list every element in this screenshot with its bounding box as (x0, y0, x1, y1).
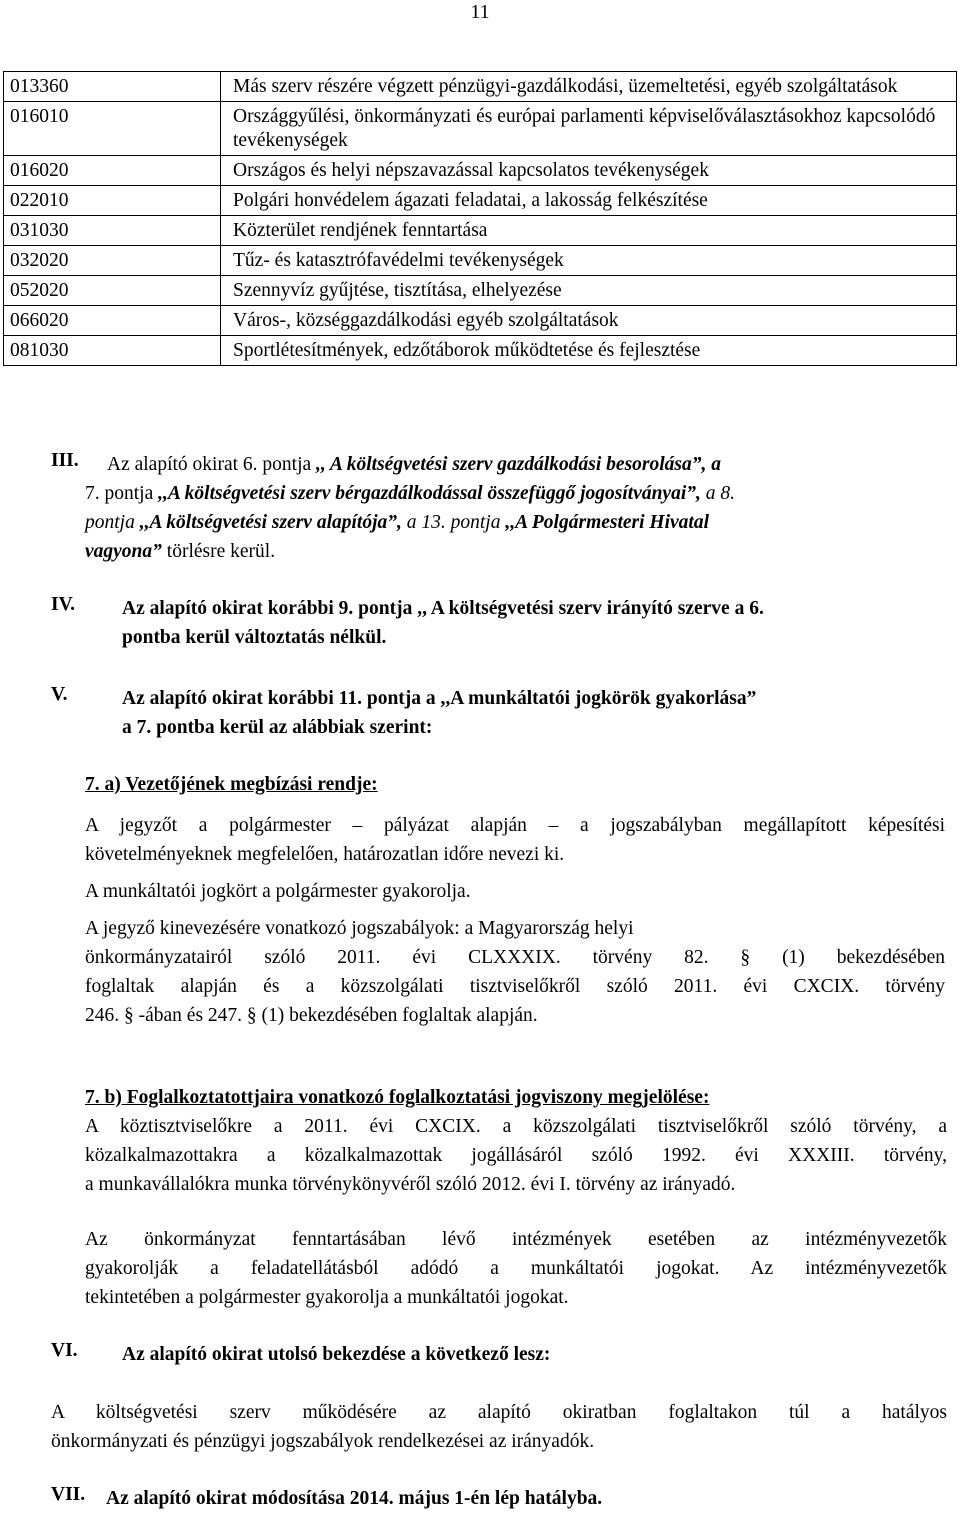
section-7a-p3-line-1: A jegyző kinevezésére vonatkozó jogszabályok: a Magyarország helyi (85, 918, 634, 939)
activity-description: Tűz- és katasztrófavédelmi tevékenységek (221, 246, 957, 276)
section-7a-p2: A munkáltatói jogkört a polgármester gyakorolja. (85, 881, 471, 902)
activity-code: 022010 (4, 186, 221, 216)
section-7a (85, 770, 945, 1030)
activity-description: Sportlétesítmények, edzőtáborok működtetése és fejlesztése (221, 336, 957, 366)
section-3-text-3: a 8. (705, 483, 735, 504)
section-5-line-2: a 7. pontba kerül az alábbiak szerint: (122, 717, 433, 738)
section-7a-heading: 7. a) Vezetőjének megbízási rendje: (85, 774, 378, 795)
section-7b-p2-line-2: gyakorolják a feladatellátásból adódó a munkáltatói jogokat. Az intézményvezetők (85, 1258, 947, 1279)
activity-code: 031030 (4, 216, 221, 246)
section-7-number: VII. (51, 1484, 86, 1505)
activity-code: 052020 (4, 276, 221, 306)
section-7a-p3-line-4: 246. § -ában és 247. § (1) bekezdésében foglaltak alapján. (85, 1005, 538, 1026)
table-row (4, 156, 957, 186)
section-7b-p1-line-3: a munkavállalókra munka törvénykönyvéről szóló 2012. évi I. törvény az irányadó. (85, 1174, 736, 1195)
section-7b-p2-line-3: tekintetében a polgármester gyakorolja a munkáltatói jogokat. (85, 1287, 569, 1308)
section-6-heading: Az alapító okirat utolsó bekezdése a következő lesz: (122, 1344, 551, 1365)
section-3-text-1: Az alapító okirat 6. pontja (107, 454, 312, 475)
table-row (4, 336, 957, 366)
section-6-number: VI. (51, 1340, 78, 1361)
activity-code: 013360 (4, 72, 221, 102)
activity-code: 032020 (4, 246, 221, 276)
section-6-line-1: A költségvetési szerv működésére az alapító okiratban foglaltakon túl a hatályos (51, 1402, 947, 1423)
section-7-text: Az alapító okirat módosítása 2014. május 1-én lép hatályba. (106, 1488, 603, 1509)
section-3-text-2: 7. pontja (85, 483, 154, 504)
section-4-line-1: Az alapító okirat korábbi 9. pontja ,, A költségvetési szerv irányító szerve a 6. (122, 598, 764, 619)
activity-description: Polgári honvédelem ágazati feladatai, a lakosság felkészítése (221, 186, 957, 216)
section-3-text-4: pontja (85, 512, 135, 533)
activity-description: Közterület rendjének fenntartása (221, 216, 957, 246)
section-5-line-1: Az alapító okirat korábbi 11. pontja a ,,A munkáltatói jogkörök gyakorlása” (122, 688, 757, 709)
table-row (4, 276, 957, 306)
section-3-text-6: pontja (450, 512, 501, 533)
activity-code: 016010 (4, 102, 221, 156)
section-5-text (122, 684, 952, 742)
section-7b (85, 1083, 947, 1312)
section-7a-p1-line-2: követelményeknek megfelelően, határozatlan időre nevezi ki. (85, 844, 565, 865)
section-3-quote-4: ,,A Polgármesteri Hivatal (505, 512, 710, 533)
activity-code: 081030 (4, 336, 221, 366)
section-7a-p3-line-3: foglaltak alapján és a közszolgálati tisztviselőkről szóló 2011. évi CXCIX. törvény (85, 976, 945, 997)
section-7b-p1-line-1: A köztisztviselőkre a 2011. évi CXCIX. a közszolgálati tisztviselőkről szóló törvény, a (85, 1116, 947, 1137)
section-4-text (122, 594, 952, 652)
table-row (4, 246, 957, 276)
section-7b-heading: 7. b) Foglalkoztatottjaira vonatkozó foglalkoztatási jogviszony megjelölése: (85, 1087, 710, 1108)
section-4-number: IV. (51, 594, 76, 615)
section-3-quote-1: ,, A költségvetési szerv gazdálkodási besorolása”, a (316, 454, 722, 475)
section-7a-p1-line-1: A jegyzőt a polgármester – pályázat alapján – a jogszabályban megállapított képesítési (85, 815, 945, 836)
activity-code: 016020 (4, 156, 221, 186)
table-row (4, 306, 957, 336)
section-7b-p2-line-1: Az önkormányzat fenntartásában lévő intézmények esetében az intézményvezetők (85, 1229, 947, 1250)
activity-code-table (3, 71, 957, 366)
activity-description: Szennyvíz gyűjtése, tisztítása, elhelyezése (221, 276, 957, 306)
section-7a-p3-line-2: önkormányzatairól szóló 2011. évi CLXXXIX. törvény 82. § (1) bekezdésében (85, 947, 945, 968)
activity-description: Országos és helyi népszavazással kapcsolatos tevékenységek (221, 156, 957, 186)
activity-description: Város-, községgazdálkodási egyéb szolgáltatások (221, 306, 957, 336)
table-row (4, 186, 957, 216)
section-3-text (85, 450, 905, 566)
section-3-quote-5: vagyona” (85, 541, 162, 562)
section-3-text-7: törlésre kerül. (166, 541, 276, 562)
section-7b-p1-line-2: közalkalmazottakra a közalkalmazottak jogállásáról szóló 1992. évi XXXIII. törvény, (85, 1145, 947, 1166)
activity-description: Országgyűlési, önkormányzati és európai parlamenti képviselőválasztásokhoz kapcsolódó tevékenységek (221, 102, 957, 156)
activity-description: Más szerv részére végzett pénzügyi-gazdálkodási, üzemeltetési, egyéb szolgáltatások (221, 72, 957, 102)
table-row (4, 72, 957, 102)
section-3-quote-3: ,,A költségvetési szerv alapítója”, (139, 512, 402, 533)
page-number: 11 (470, 1, 490, 23)
table-row (4, 216, 957, 246)
section-3-number: III. (51, 450, 79, 471)
section-6-paragraph (51, 1398, 947, 1456)
section-4-line-2: pontba kerül változtatás nélkül. (122, 627, 387, 648)
section-5-number: V. (51, 684, 68, 705)
section-3-text-5: a 13. (406, 512, 446, 533)
activity-code: 066020 (4, 306, 221, 336)
section-6-line-2: önkormányzati és pénzügyi jogszabályok rendelkezései az irányadók. (51, 1431, 595, 1452)
table-row (4, 102, 957, 156)
section-3-quote-2: ,,A költségvetési szerv bérgazdálkodással összefüggő jogosítványai”, (158, 483, 701, 504)
